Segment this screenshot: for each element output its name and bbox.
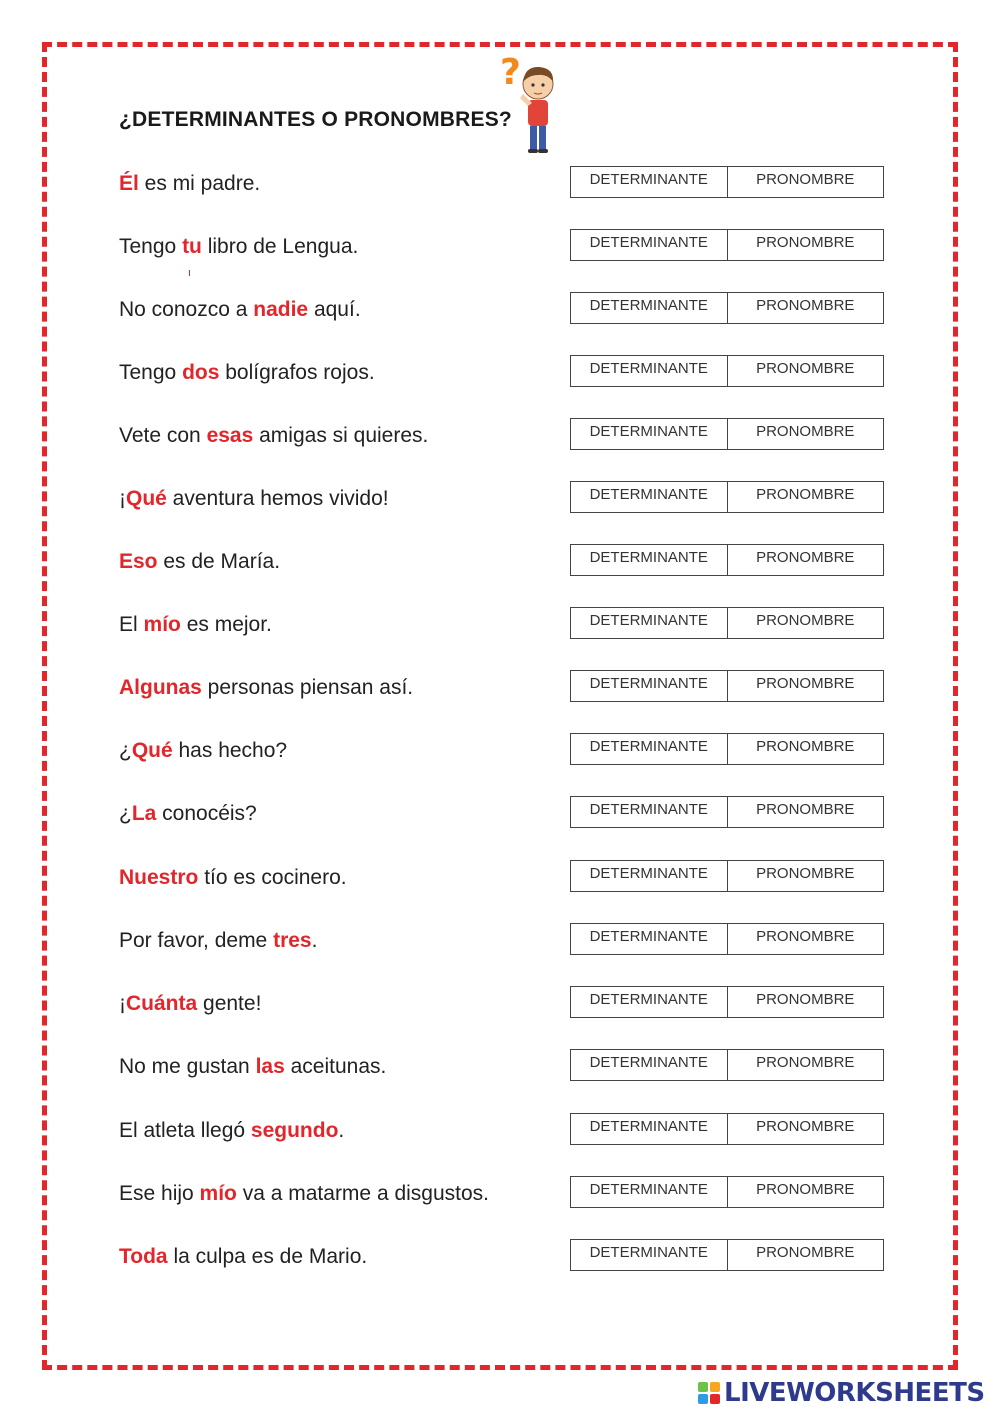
sentence-text-after: aceitunas.	[284, 1055, 387, 1078]
sentence-text-after: es mi padre.	[138, 172, 261, 195]
answer-options	[570, 355, 884, 387]
answer-options	[570, 1176, 884, 1208]
answer-options	[570, 418, 884, 450]
answer-options	[570, 923, 884, 955]
answer-options	[570, 166, 884, 198]
stray-mark	[189, 270, 190, 276]
exercise-row	[0, 923, 1000, 963]
sentence	[119, 550, 280, 574]
option-pronombre[interactable]: PRONOMBRE	[727, 419, 884, 449]
sentence	[119, 235, 358, 259]
exercise-row	[0, 355, 1000, 395]
sentence	[119, 424, 428, 448]
sentence	[119, 298, 361, 322]
answer-options	[570, 607, 884, 639]
exercise-row	[0, 481, 1000, 521]
svg-text:?: ?	[500, 52, 521, 93]
highlighted-word: las	[255, 1055, 285, 1078]
sentence	[119, 1182, 489, 1206]
sentence	[119, 1055, 386, 1079]
sentence-text-after: tío es cocinero.	[198, 866, 347, 889]
answer-options	[570, 229, 884, 261]
exercise-row	[0, 1113, 1000, 1153]
option-pronombre[interactable]: PRONOMBRE	[727, 545, 884, 575]
sentence-text-after: conocéis?	[156, 802, 257, 825]
sentence	[119, 739, 287, 763]
sentence	[119, 992, 261, 1016]
highlighted-word: segundo	[250, 1119, 339, 1142]
option-pronombre[interactable]: PRONOMBRE	[727, 924, 884, 954]
sentence-text-after: personas piensan así.	[201, 676, 414, 699]
sentence-text-after: .	[311, 929, 318, 952]
option-pronombre[interactable]: PRONOMBRE	[727, 987, 884, 1017]
answer-options	[570, 1113, 884, 1145]
sentence-text-after: has hecho?	[172, 739, 288, 762]
answer-options	[570, 1239, 884, 1271]
sentence-text-after: es mejor.	[180, 613, 272, 636]
highlighted-word: Toda	[119, 1245, 168, 1268]
sentence-text-before: No conozco a	[119, 298, 254, 321]
sentence-text-after: es de María.	[157, 550, 281, 573]
sentence-text-after: amigas si quieres.	[253, 424, 429, 447]
highlighted-word: tu	[182, 235, 202, 258]
option-determinante[interactable]: DETERMINANTE	[571, 545, 727, 575]
sentence	[119, 487, 389, 511]
option-pronombre[interactable]: PRONOMBRE	[727, 1114, 884, 1144]
answer-options	[570, 481, 884, 513]
sentence	[119, 361, 375, 385]
sentence	[119, 172, 260, 196]
option-determinante[interactable]: DETERMINANTE	[571, 356, 727, 386]
sentence-text-before: Ese hijo	[119, 1182, 200, 1205]
sentence-text-after: .	[338, 1119, 345, 1142]
option-pronombre[interactable]: PRONOMBRE	[727, 230, 884, 260]
exercise-row	[0, 166, 1000, 206]
sentence-text-after: la culpa es de Mario.	[167, 1245, 368, 1268]
exercise-row	[0, 1239, 1000, 1279]
option-pronombre[interactable]: PRONOMBRE	[727, 608, 884, 638]
exercise-row	[0, 860, 1000, 900]
option-determinante[interactable]: DETERMINANTE	[571, 167, 727, 197]
highlighted-word: Qué	[126, 487, 167, 510]
sentence	[119, 866, 347, 890]
exercise-row	[0, 544, 1000, 584]
sentence-text-before: Tengo	[119, 235, 183, 258]
option-determinante[interactable]: DETERMINANTE	[571, 1177, 727, 1207]
option-determinante[interactable]: DETERMINANTE	[571, 608, 727, 638]
highlighted-word: dos	[182, 361, 220, 384]
liveworksheets-logo-icon	[698, 1382, 720, 1404]
sentence-text-before: No me gustan	[119, 1055, 256, 1078]
thinking-boy-icon	[492, 48, 572, 156]
option-determinante[interactable]: DETERMINANTE	[571, 734, 727, 764]
option-pronombre[interactable]: PRONOMBRE	[727, 293, 884, 323]
exercise-row	[0, 1049, 1000, 1089]
sentence-text-after: aventura hemos vivido!	[166, 487, 389, 510]
sentence	[119, 1245, 367, 1269]
sentence-text-before: ¡	[119, 487, 126, 510]
answer-options	[570, 986, 884, 1018]
option-determinante[interactable]: DETERMINANTE	[571, 482, 727, 512]
exercise-row	[0, 986, 1000, 1026]
highlighted-word: Algunas	[119, 676, 202, 699]
sentence-text-before: ¿	[119, 739, 132, 762]
sentence-text-after: va a matarme a disgustos.	[236, 1182, 490, 1205]
answer-options	[570, 733, 884, 765]
sentence-text-before: Por favor, deme	[119, 929, 274, 952]
answer-options	[570, 860, 884, 892]
exercise-row	[0, 229, 1000, 269]
option-determinante[interactable]: DETERMINANTE	[571, 293, 727, 323]
option-pronombre[interactable]: PRONOMBRE	[727, 734, 884, 764]
option-pronombre[interactable]: PRONOMBRE	[727, 1240, 884, 1270]
option-pronombre[interactable]: PRONOMBRE	[727, 671, 884, 701]
sentence-text-before: El atleta llegó	[119, 1119, 251, 1142]
sentence-text-after: libro de Lengua.	[201, 235, 359, 258]
exercise-row	[0, 1176, 1000, 1216]
option-pronombre[interactable]: PRONOMBRE	[727, 797, 884, 827]
highlighted-word: mío	[143, 613, 181, 636]
highlighted-word: nadie	[253, 298, 309, 321]
option-pronombre[interactable]: PRONOMBRE	[727, 167, 884, 197]
answer-options	[570, 544, 884, 576]
sentence-text-before: Tengo	[119, 361, 183, 384]
highlighted-word: Él	[119, 172, 139, 195]
exercise-row	[0, 418, 1000, 458]
highlighted-word: mío	[199, 1182, 237, 1205]
highlighted-word: esas	[206, 424, 254, 447]
option-determinante[interactable]: DETERMINANTE	[571, 1240, 727, 1270]
exercise-row	[0, 292, 1000, 332]
option-determinante[interactable]: DETERMINANTE	[571, 987, 727, 1017]
answer-options	[570, 670, 884, 702]
option-determinante[interactable]: DETERMINANTE	[571, 230, 727, 260]
option-determinante[interactable]: DETERMINANTE	[571, 861, 727, 891]
option-determinante[interactable]: DETERMINANTE	[571, 671, 727, 701]
highlighted-word: Nuestro	[119, 866, 199, 889]
highlighted-word: La	[131, 802, 157, 825]
option-pronombre[interactable]: PRONOMBRE	[727, 1177, 884, 1207]
highlighted-word: tres	[273, 929, 312, 952]
option-pronombre[interactable]: PRONOMBRE	[727, 861, 884, 891]
exercise-row	[0, 733, 1000, 773]
sentence-text-before: ¡	[119, 992, 126, 1015]
answer-options	[570, 1049, 884, 1081]
highlighted-word: Eso	[119, 550, 158, 573]
sentence	[119, 1119, 344, 1143]
liveworksheets-logo	[698, 1378, 985, 1408]
option-determinante[interactable]: DETERMINANTE	[571, 1050, 727, 1080]
highlighted-word: Cuánta	[126, 992, 198, 1015]
sentence-text-before: ¿	[119, 802, 132, 825]
exercise-row	[0, 670, 1000, 710]
page-title: ¿DETERMINANTES O PRONOMBRES?	[119, 108, 512, 131]
sentence	[119, 929, 317, 953]
exercise-row	[0, 607, 1000, 647]
logo-text: LIVEWORKSHEETS	[724, 1378, 985, 1408]
option-pronombre[interactable]: PRONOMBRE	[727, 1050, 884, 1080]
option-pronombre[interactable]: PRONOMBRE	[727, 356, 884, 386]
sentence-text-before: Vete con	[119, 424, 207, 447]
sentence	[119, 676, 413, 700]
sentence-text-after: gente!	[197, 992, 262, 1015]
sentence-text-after: aquí.	[308, 298, 361, 321]
option-determinante[interactable]: DETERMINANTE	[571, 419, 727, 449]
exercise-row	[0, 796, 1000, 836]
highlighted-word: Qué	[131, 739, 173, 762]
option-determinante[interactable]: DETERMINANTE	[571, 797, 727, 827]
answer-options	[570, 292, 884, 324]
option-determinante[interactable]: DETERMINANTE	[571, 924, 727, 954]
sentence-text-before: El	[119, 613, 144, 636]
sentence	[119, 613, 272, 637]
option-pronombre[interactable]: PRONOMBRE	[727, 482, 884, 512]
option-determinante[interactable]: DETERMINANTE	[571, 1114, 727, 1144]
sentence-text-after: bolígrafos rojos.	[219, 361, 375, 384]
answer-options	[570, 796, 884, 828]
sentence	[119, 802, 257, 826]
